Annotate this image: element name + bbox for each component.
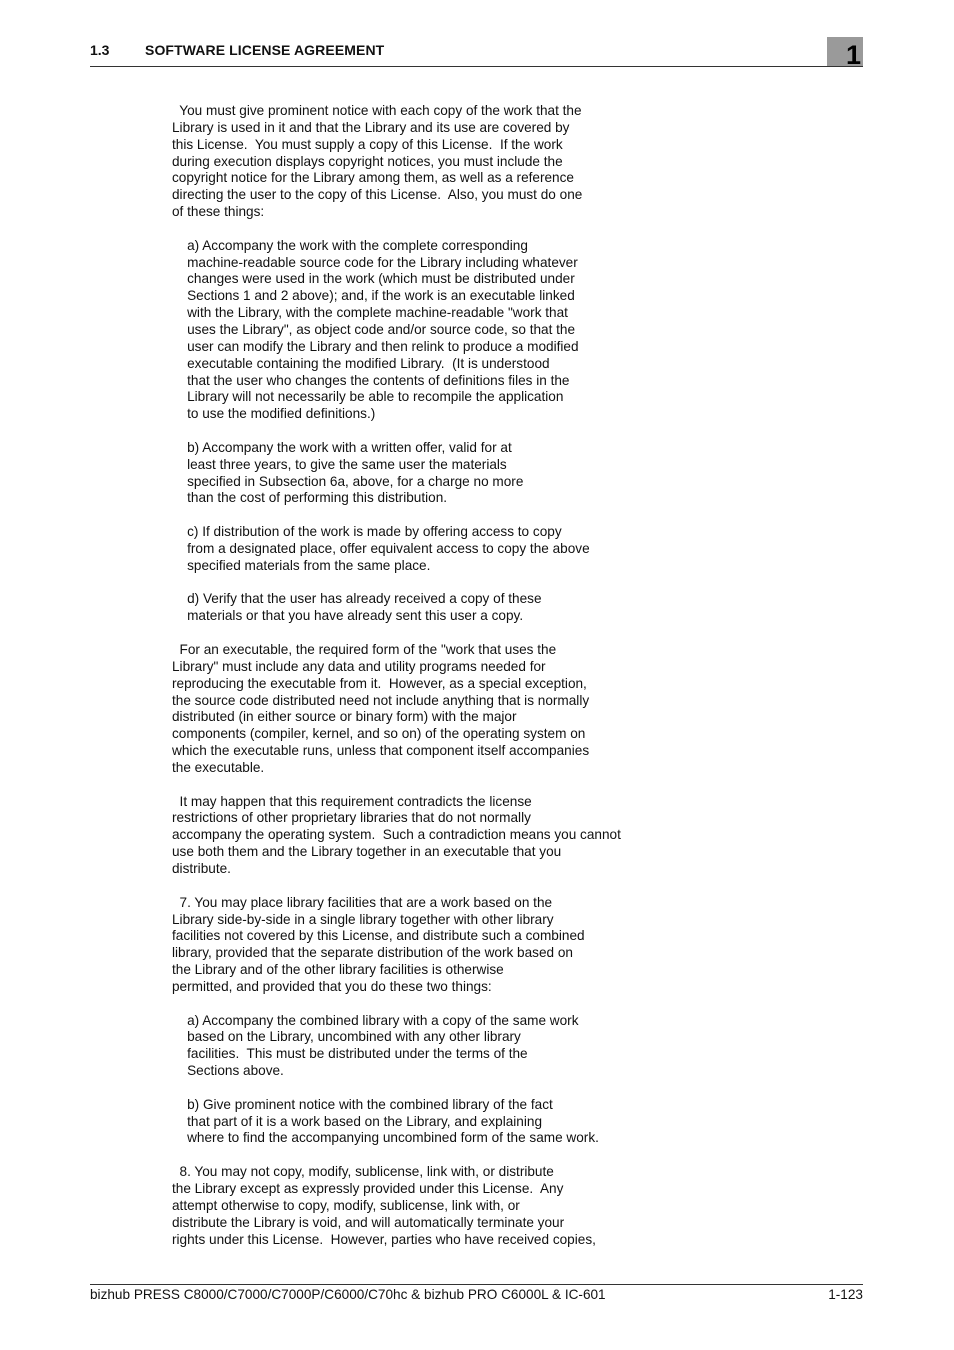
chapter-number: 1 <box>845 40 861 70</box>
paragraph: b) Accompany the work with a written offer, valid for at least three years, to give the same user the materials specified in Subsection 6a, above, for a charge no more than the cost of performing this distribution. <box>187 439 524 506</box>
paragraph: It may happen that this requirement contradicts the license restrictions of other proprietary libraries that do not normally accompany the operating system. Such a contradiction means you cannot use both them and the Library together in an executable that you distribute. <box>172 793 621 876</box>
paragraph: For an executable, the required form of the "work that uses the Library" must include any data and utility programs needed for reproducing the executable from it. However, as a special exception, the source code distributed need not include anything that is normally distributed (in either source or binary form) with the major components (compiler, kernel, and so on) of the operating system on which the executable runs, unless that component itself accompanies the executable. <box>172 642 590 775</box>
paragraph: d) Verify that the user has already received a copy of these materials or that you have already sent this user a copy. <box>187 591 542 624</box>
paragraph: 7. You may place library facilities that are a work based on the Library side-by-side in a single library together with other library facilities not covered by this License, and distribute such a combined library, provided that the separate distribution of the work based on the Library and of the other library facilities is otherwise permitted, and provided that you do these two things: <box>172 894 585 994</box>
page-number: 1-123 <box>828 1287 863 1302</box>
page-header <box>90 40 863 70</box>
page-footer <box>90 1284 863 1302</box>
paragraph: a) Accompany the work with the complete corresponding machine-readable source code for the Library including whatever changes were used in the work (which must be distributed under Sections 1 and 2 above); and, if the work is an executable linked with the Library, with the complete machine-readable "work that uses the Library", as object code and/or source code, so that the user can modify the Library and then relink to produce a modified executable containing the modified Library. (It is understood that the user who changes the contents of definitions files in the Library will not necessarily be able to recompile the application to use the modified definitions.) <box>187 237 579 422</box>
paragraph: a) Accompany the combined library with a copy of the same work based on the Library, uncombined with any other library facilities. This must be distributed under the terms of the Sections above. <box>187 1012 579 1079</box>
section-title: SOFTWARE LICENSE AGREEMENT <box>145 42 385 58</box>
section-number: 1.3 <box>90 42 110 58</box>
license-text <box>172 103 772 1265</box>
product-title: bizhub PRESS C8000/C7000/C7000P/C6000/C70hc & bizhub PRO C6000L & IC-601 <box>90 1287 606 1302</box>
paragraph: You must give prominent notice with each copy of the work that the Library is used in it and that the Library and its use are covered by this License. You must supply a copy of this License. If the work during execution displays copyright notices, you must include the copyright notice for the Library among them, as well as a reference directing the user to the copy of this License. Also, you must do one of these things: <box>172 103 583 220</box>
paragraph: b) Give prominent notice with the combined library of the fact that part of it is a work based on the Library, and explaining where to find the accompanying uncombined form of the same work. <box>187 1096 599 1146</box>
paragraph: c) If distribution of the work is made by offering access to copy from a designated place, offer equivalent access to copy the above specified materials from the same place. <box>187 524 590 573</box>
paragraph: 8. You may not copy, modify, sublicense, link with, or distribute the Library except as expressly provided under this License. Any attempt otherwise to copy, modify, sublicense, link with, or distribute the Library is void, and will automatically terminate your rights under this License. However, parties who have received copies, <box>172 1164 596 1247</box>
